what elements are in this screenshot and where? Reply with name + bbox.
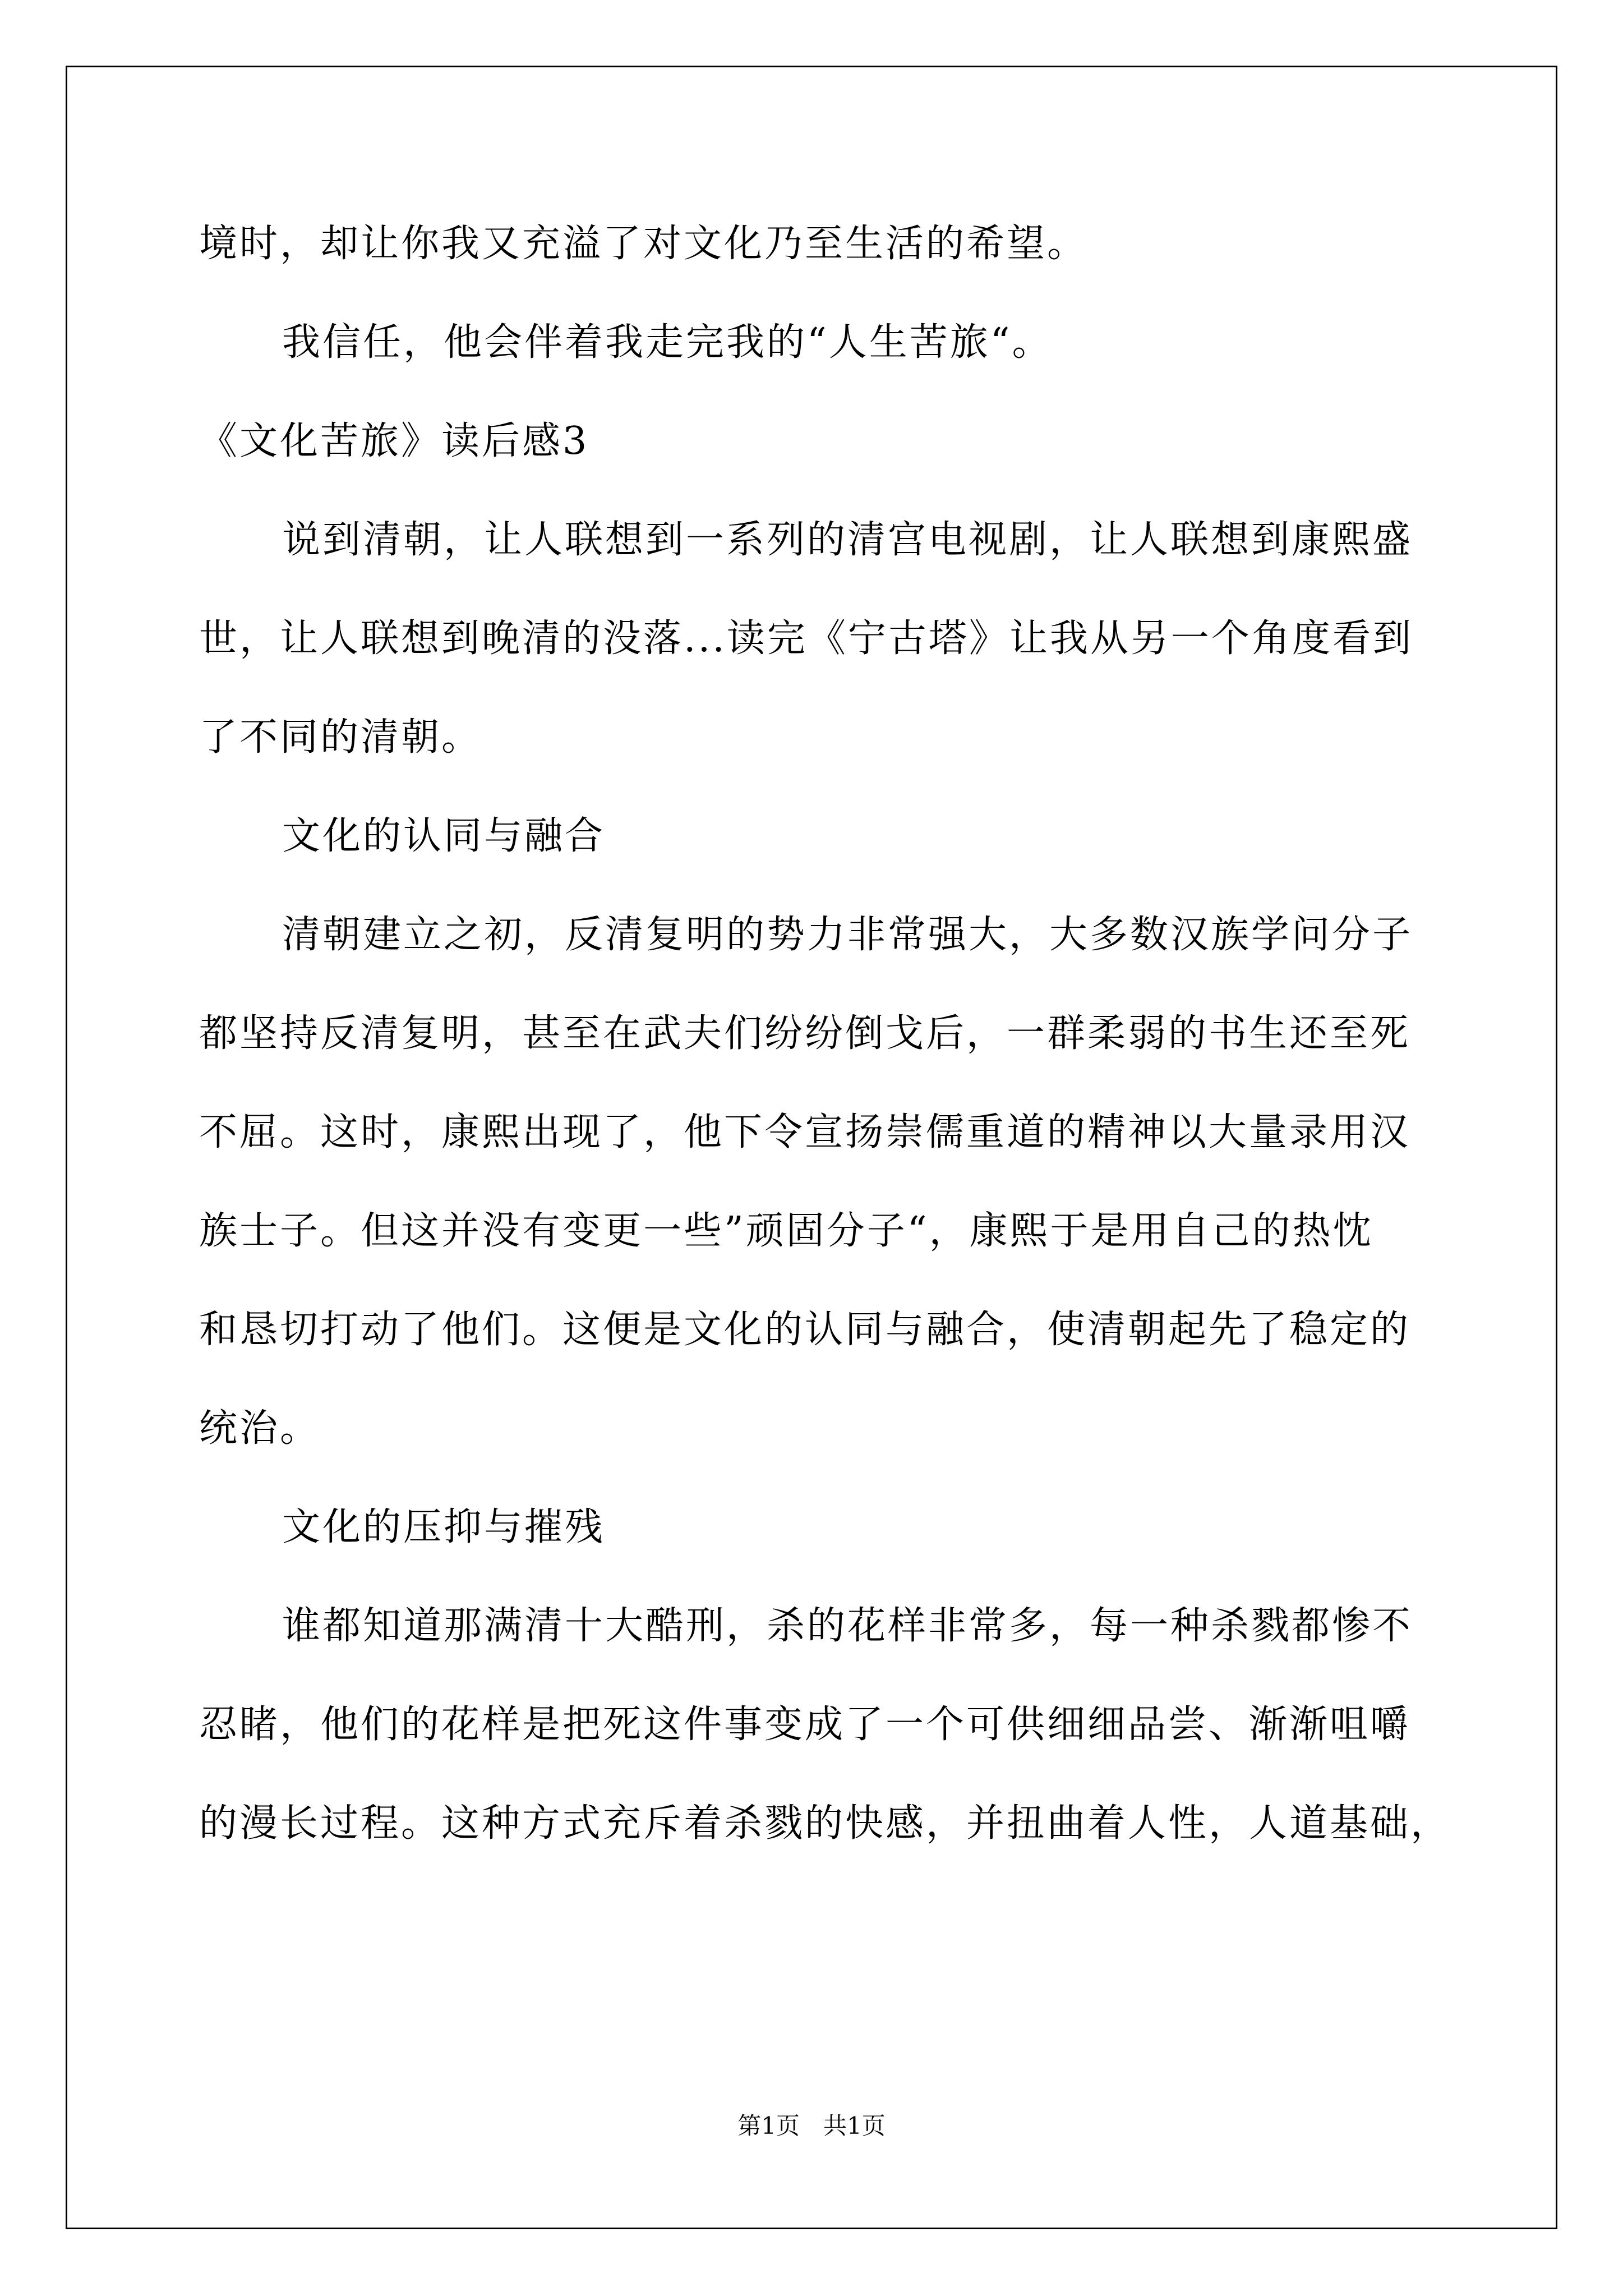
section-heading: 《文化苦旅》读后感3 (199, 419, 589, 463)
text-line-8: 清朝建立之初，反清复明的势力非常强大，大多数汉族学问分子 (282, 913, 1413, 957)
page-footer: 第1页 共1页 (737, 2112, 886, 2139)
subheading-identity: 文化的认同与融合 (282, 814, 606, 858)
text-line-13: 统治。 (199, 1406, 321, 1451)
text-line-6: 了不同的清朝。 (199, 715, 482, 760)
subheading-suppression: 文化的压抑与摧残 (282, 1505, 606, 1549)
text-line-4: 说到清朝，让人联想到一系列的清宫电视剧，让人联想到康熙盛 (282, 518, 1413, 562)
text-line-15: 谁都知道那满清十大酷刑，杀的花样非常多，每一种杀戮都惨不 (282, 1604, 1413, 1648)
text-line-10: 不屈。这时，康熙出现了，他下令宣扬崇儒重道的精神以大量录用汉 (199, 1110, 1411, 1154)
text-line-12: 和恳切打动了他们。这便是文化的认同与融合，使清朝起先了稳定的 (199, 1308, 1411, 1352)
text-line-11: 族士子。但这并没有变更一些”顽固分子“，康熙于是用自己的热忱 (199, 1209, 1373, 1253)
text-line-16: 忍睹，他们的花样是把死这件事变成了一个可供细细品尝、渐渐咀嚼 (199, 1703, 1411, 1747)
text-line-9: 都坚持反清复明，甚至在武夫们纷纷倒戈后，一群柔弱的书生还至死 (199, 1011, 1411, 1056)
text-line-17: 的漫长过程。这种方式充斥着杀戮的快感，并扭曲着人性，人道基础， (199, 1801, 1451, 1846)
text-line-5: 世，让人联想到晚清的没落...读完《宁古塔》让我从另一个角度看到 (199, 616, 1413, 661)
text-line-2: 我信任，他会伴着我走完我的“人生苦旅“。 (282, 320, 1053, 365)
text-line-1: 境时，却让你我又充溢了对文化乃至生活的希望。 (199, 222, 1088, 266)
